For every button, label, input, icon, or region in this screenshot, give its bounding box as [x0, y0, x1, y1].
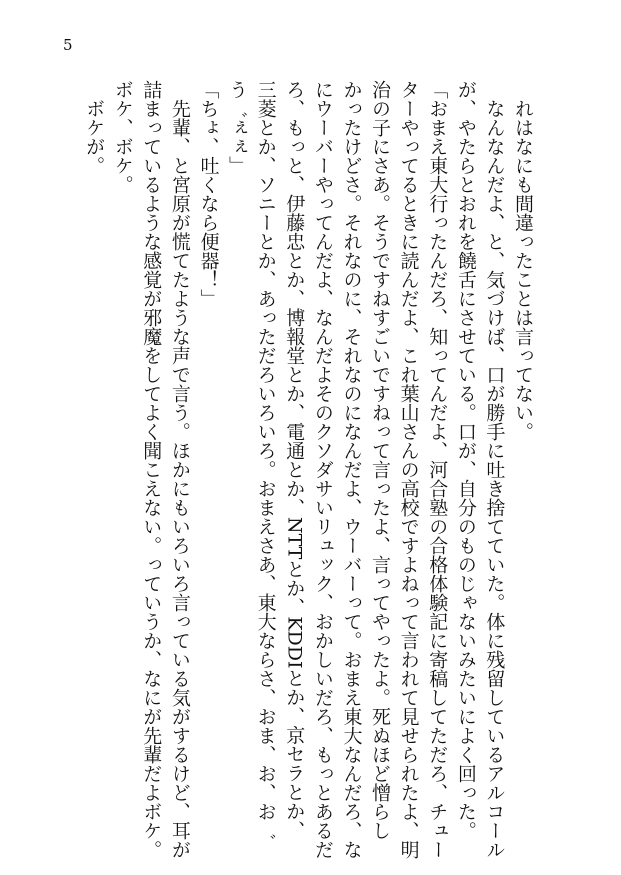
text-line: なんなんだよ、と、気づけば、口が勝手に吐き捨てていた。体に残留しているアルコール [483, 80, 506, 859]
text-line: 先輩、と宮原が慌てたような声で言う。ほかにもいろいろ言っている気がするけど、耳が [168, 80, 191, 859]
text-line: ターやってるときに読んだよ、これ葉山さんの高校ですよねって言われて見せられたよ、明 [397, 80, 420, 859]
text-line: 詰まっているような感覚が邪魔をしてよく聞こえない。っていうか、なにが先輩だよボケ。 [140, 80, 163, 859]
text-line: 治の子にさあ。そうですねすごいですねって言ったよ、言ってやったよ。死ぬほど憎らし [369, 80, 392, 840]
text-line: が、やたらとおれを饒舌にさせている。口が、自分のものじゃないみたいによく回った。 [454, 80, 477, 840]
text-line: 「おまえ東大行ったんだろ、知ってんだよ、河合塾の合格体験記に寄稿してただろ、チュー [426, 80, 449, 859]
text-line: う゛ぇぇ」 [226, 80, 249, 175]
page-number: 5 [63, 36, 73, 54]
text-line: にウーバーやってんだよ、なんだよそのクソダサいリュック、おかしいだろ、もっとあるだ [311, 80, 334, 859]
text-line: ボケが。 [83, 80, 106, 175]
text-line: かったけどさ。それなのに、それなのになんだよ、ウーバーって。おまえ東大なんだろ、な [340, 80, 363, 859]
text-line: 「ちょ、吐くなら便器！」 [197, 80, 220, 308]
text-line: ボケ、ボケ。 [111, 80, 134, 194]
text-line: れはなにも間違ったことは言ってない。 [512, 80, 534, 441]
text-line: 三菱とか、ソニーとか、あっただろいろいろ。おまえさあ、東大ならさ、おま、お、お゛ [254, 80, 277, 840]
text-line: ろ、もっと、伊藤忠とか、博報堂とか、電通とか、NTTとか、KDDIとか、京セラとか、 [283, 80, 306, 840]
body-text [80, 80, 538, 859]
